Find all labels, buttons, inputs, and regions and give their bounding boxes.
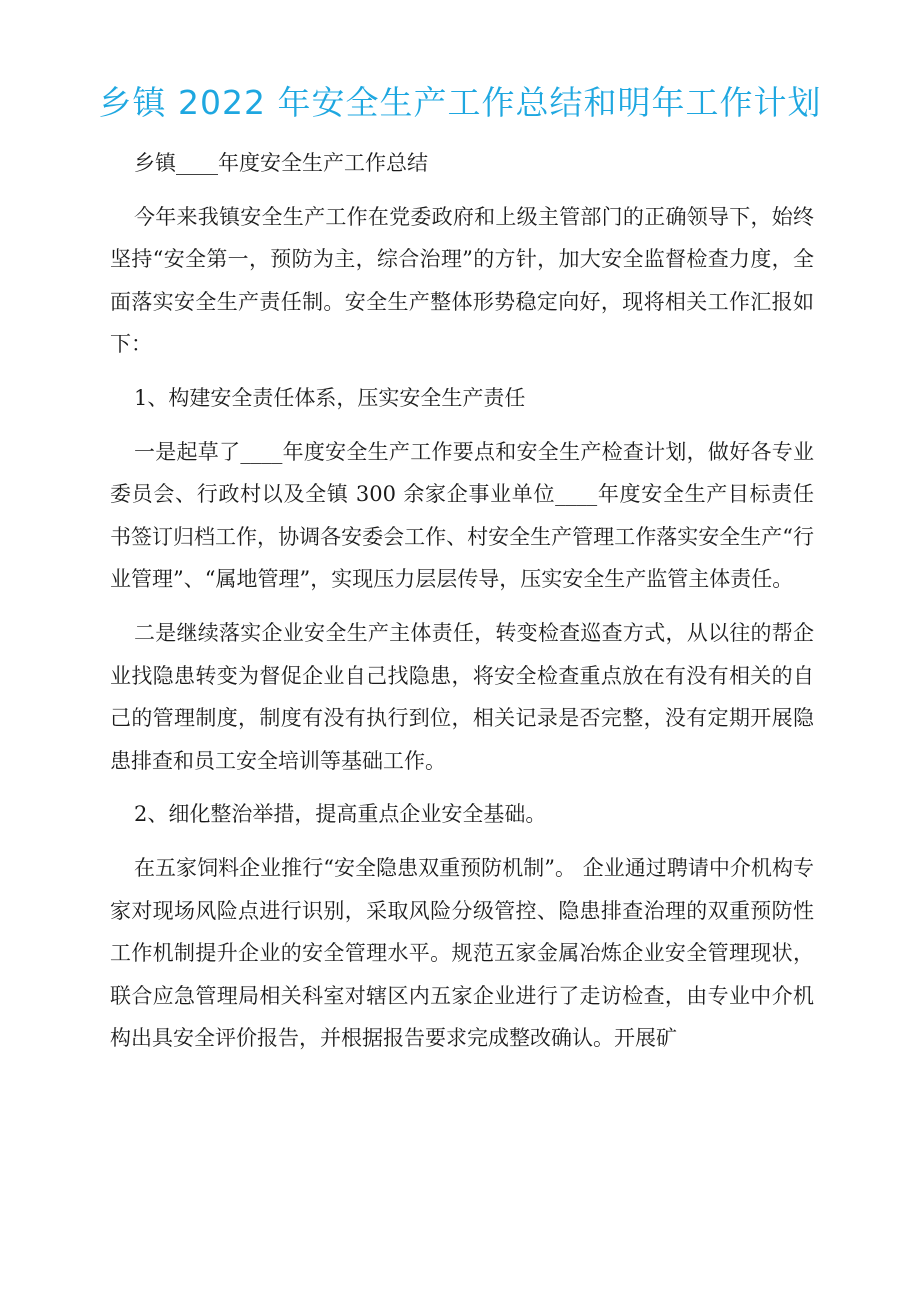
paragraph-subtitle: 乡镇____年度安全生产工作总结 xyxy=(134,151,428,175)
document-title: 乡镇 2022 年安全生产工作总结和明年工作计划 xyxy=(98,83,822,122)
paragraph-item-one: 一是起草了____年度安全生产工作要点和安全生产检查计划，做好各专业委员会、行政村以及全镇 300 余家企事业单位____年度安全生产目标责任书签订归档工作，协调各安委会工作、村安全生产管理工作落实安全生产“行业管理”、“属地管理”，实现压力层层传导，压实安全生产监管主体责任。 xyxy=(110,439,814,592)
section-heading-1: 1、构建安全责任体系，压实安全生产责任 xyxy=(134,385,526,410)
paragraph-item-two: 二是继续落实企业安全生产主体责任，转变检查巡查方式，从以往的帮企业找隐患转变为督促企业自己找隐患，将安全检查重点放在有没有相关的自己的管理制度，制度有没有执行到位，相关记录是否完整，没有定期开展隐患排查和员工安全培训等基础工作。 xyxy=(110,620,814,773)
document-body xyxy=(110,142,814,1071)
section-heading-2: 2、细化整治举措，提高重点企业安全基础。 xyxy=(134,802,547,827)
paragraph-intro: 今年来我镇安全生产工作在党委政府和上级主管部门的正确领导下，始终坚持“安全第一，预防为主，综合治理”的方针，加大安全监督检查力度，全面落实安全生产责任制。安全生产整体形势稳定向好，现将相关工作汇报如下： xyxy=(110,204,814,357)
paragraph-feed-enterprises: 在五家饲料企业推行“安全隐患双重预防机制”。 企业通过聘请中介机构专家对现场风险点进行识别，采取风险分级管控、隐患排查治理的双重预防性工作机制提升企业的安全管理水平。规范五家金属冶炼企业安全管理现状，联合应急管理局相关科室对辖区内五家企业进行了走访检查，由专业中介机构出具安全评价报告，并根据报告要求完成整改确认。开展矿 xyxy=(110,855,814,1051)
